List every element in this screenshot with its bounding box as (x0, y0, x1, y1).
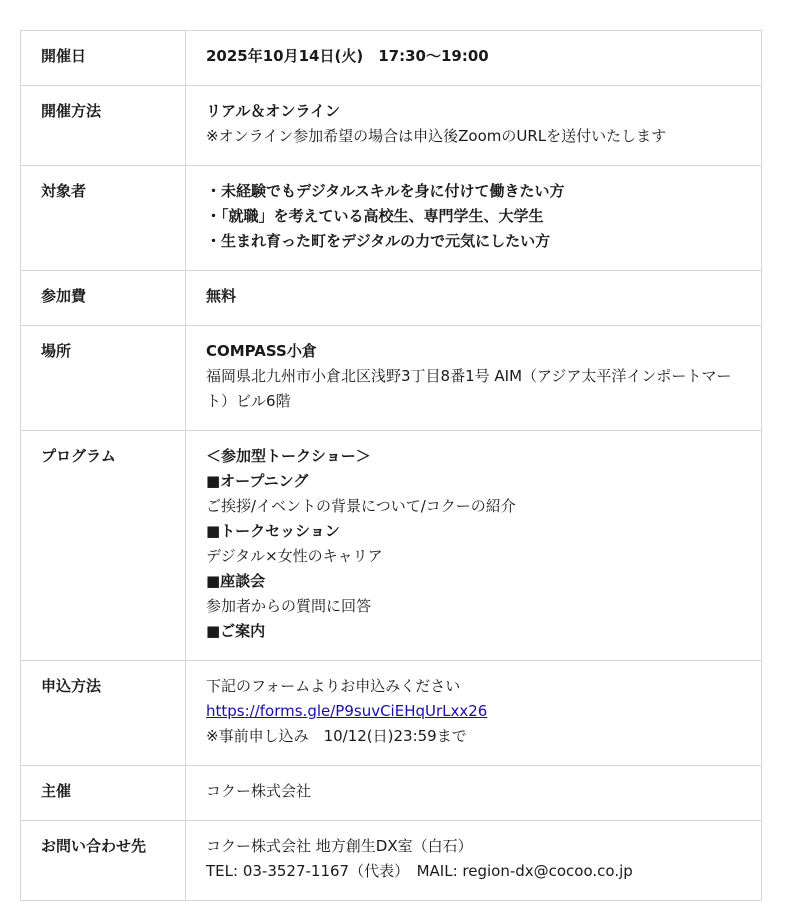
target-item: ・未経験でもデジタルスキルを身に付けて働きたい方 (206, 182, 565, 200)
method-note: ※オンライン参加希望の場合は申込後ZoomのURLを送付いたします (206, 127, 667, 145)
program-detail: ご挨拶/イベントの背景について/コクーの紹介 (206, 497, 516, 515)
program-heading: ■座談会 (206, 572, 266, 590)
value-fee: 無料 (186, 271, 762, 326)
value-organizer: コクー株式会社 (186, 766, 762, 821)
event-info-table (20, 30, 762, 901)
value-place (186, 326, 762, 431)
row-program (21, 431, 762, 661)
method-type: リアル＆オンライン (206, 102, 340, 120)
program-heading: ■オープニング (206, 472, 309, 490)
program-detail: 参加者からの質問に回答 (206, 597, 372, 615)
row-apply (21, 661, 762, 766)
program-heading: ■トークセッション (206, 522, 340, 540)
row-fee (21, 271, 762, 326)
label-organizer: 主催 (21, 766, 186, 821)
program-heading: ■ご案内 (206, 622, 266, 640)
value-program (186, 431, 762, 661)
label-method: 開催方法 (21, 86, 186, 166)
value-target (186, 166, 762, 271)
label-fee: 参加費 (21, 271, 186, 326)
value-method (186, 86, 762, 166)
label-apply: 申込方法 (21, 661, 186, 766)
contact-department: コクー株式会社 地方創生DX室（白石） (206, 837, 473, 855)
label-contact: お問い合わせ先 (21, 821, 186, 901)
row-organizer (21, 766, 762, 821)
place-name: COMPASS小倉 (206, 342, 317, 360)
apply-instruction: 下記のフォームよりお申込みください (206, 677, 461, 695)
row-contact (21, 821, 762, 901)
program-title: ＜参加型トークショー＞ (206, 447, 371, 465)
row-date (21, 31, 762, 86)
row-place (21, 326, 762, 431)
row-target (21, 166, 762, 271)
program-detail: デジタル×女性のキャリア (206, 547, 383, 565)
label-place: 場所 (21, 326, 186, 431)
target-item: ・「就職」を考えている高校生、専門学生、大学生 (206, 207, 544, 225)
label-date: 開催日 (21, 31, 186, 86)
value-apply (186, 661, 762, 766)
apply-form-link[interactable]: https://forms.gle/P9suvCiEHqUrLxx26 (206, 702, 488, 720)
place-address: 福岡県北九州市小倉北区浅野3丁目8番1号 AIM（アジア太平洋インポートマート）ビル6階 (206, 367, 732, 410)
target-item: ・生まれ育った町をデジタルの力で元気にしたい方 (206, 232, 551, 250)
apply-deadline: ※事前申し込み 10/12(日)23:59まで (206, 727, 467, 745)
label-program: プログラム (21, 431, 186, 661)
label-target: 対象者 (21, 166, 186, 271)
row-method (21, 86, 762, 166)
value-contact (186, 821, 762, 901)
value-date: 2025年10月14日(火) 17:30〜19:00 (186, 31, 762, 86)
contact-tel-mail: TEL: 03-3527-1167（代表） MAIL: region-dx@cocoo.co.jp (206, 862, 633, 880)
